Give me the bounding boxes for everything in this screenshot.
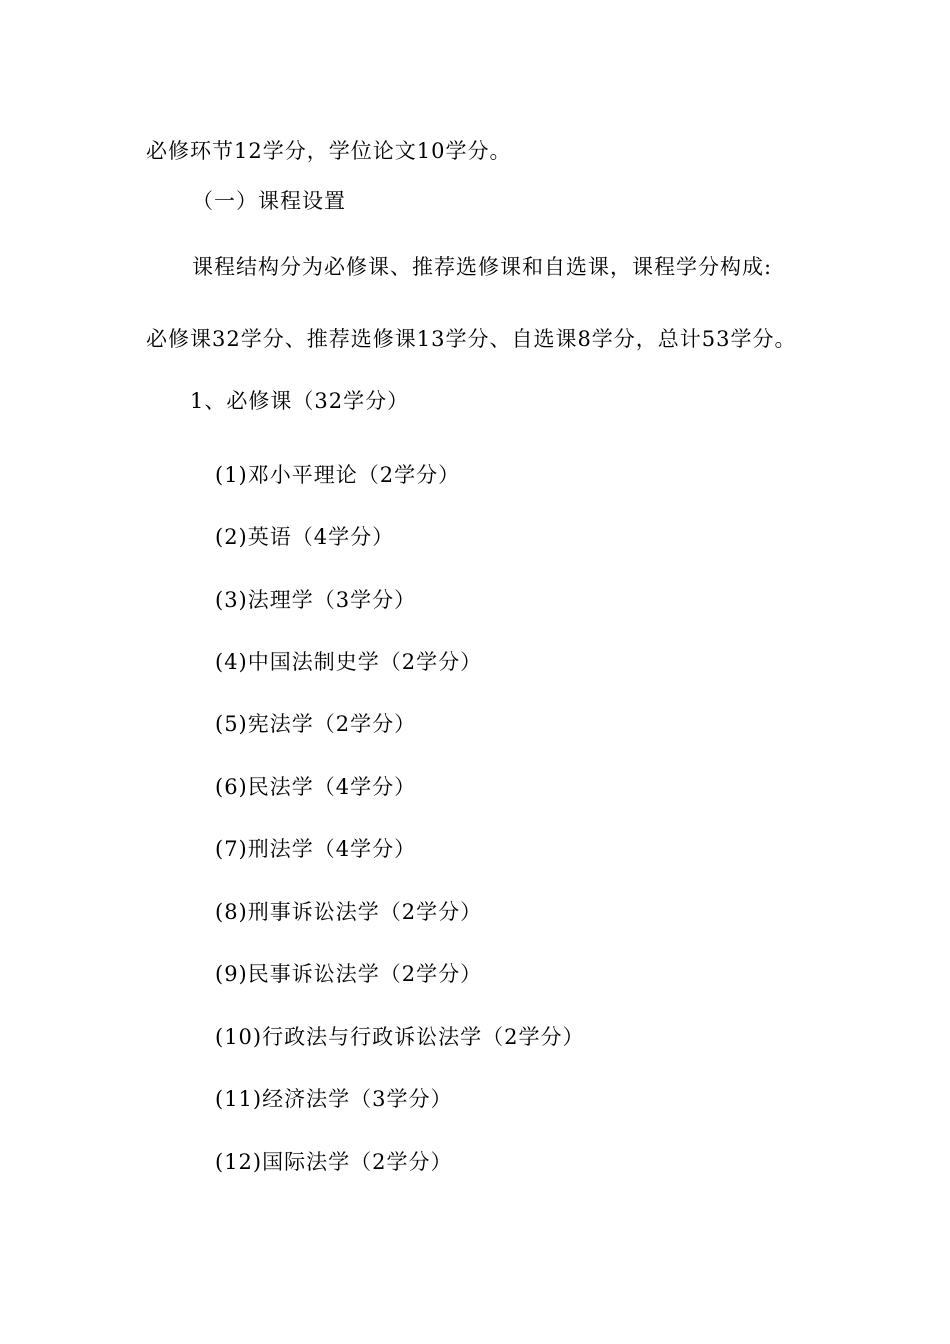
course-item: (6)民法学（4学分） [215, 775, 417, 799]
intro-line: 必修环节12学分，学位论文10学分。 [146, 139, 512, 163]
course-structure-line-2: 必修课32学分、推荐选修课13学分、自选课8学分，总计53学分。 [146, 327, 797, 351]
section-heading: （一）课程设置 [192, 189, 346, 213]
course-item: (10)行政法与行政诉讼法学（2学分） [215, 1025, 585, 1049]
course-item: (11)经济法学（3学分） [215, 1087, 453, 1111]
subsection-heading: 1、必修课（32学分） [190, 389, 410, 413]
course-item: (3)法理学（3学分） [215, 588, 417, 612]
course-item: (5)宪法学（2学分） [215, 712, 417, 736]
course-item: (7)刑法学（4学分） [215, 837, 417, 861]
course-item: (2)英语（4学分） [215, 525, 395, 549]
course-item: (1)邓小平理论（2学分） [215, 463, 461, 487]
course-item: (8)刑事诉讼法学（2学分） [215, 900, 483, 924]
course-item: (9)民事诉讼法学（2学分） [215, 962, 483, 986]
course-structure-line-1: 课程结构分为必修课、推荐选修课和自选课，课程学分构成: [192, 255, 773, 279]
course-item: (4)中国法制史学（2学分） [215, 650, 483, 674]
course-item: (12)国际法学（2学分） [215, 1150, 453, 1174]
